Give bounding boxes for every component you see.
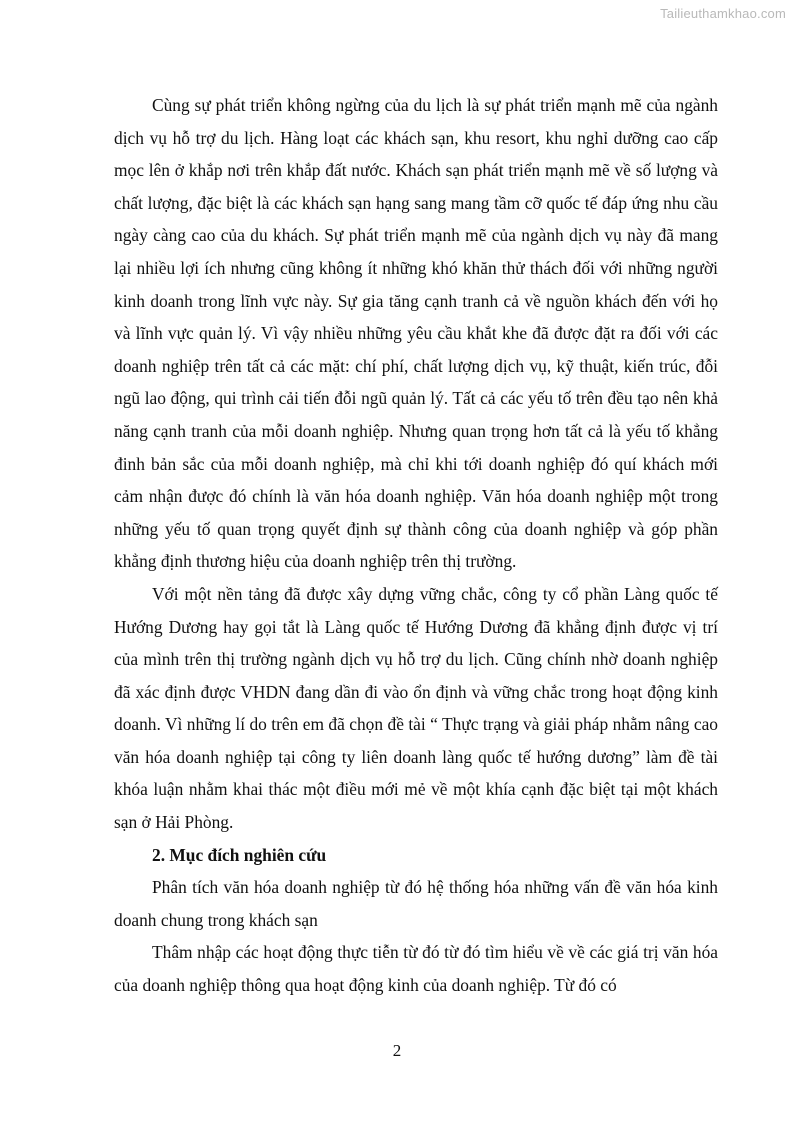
paragraph-introduction: Cùng sự phát triển không ngừng của du lịch là sự phát triển mạnh mẽ của ngành dịch vụ hỗ trợ du lịch. Hàng loạt các khách sạn, khu resort, khu nghỉ dưỡng cao cấp mọc lên ở khắp nơi trên khắp đất nước. Khách sạn phát triển mạnh mẽ về số lượng và chất lượng, đặc biệt là các khách sạn hạng sang mang tầm cỡ quốc tế đáp ứng nhu cầu ngày càng cao của du khách. Sự phát triển mạnh mẽ của ngành dịch vụ này đã mang lại nhiều lợi ích nhưng cũng không ít những khó khăn thử thách đối với những người kinh doanh trong lĩnh vực này. Sự gia tăng cạnh tranh cả về nguồn khách đến với họ và lĩnh vực quản lý. Vì vậy nhiều những yêu cầu khắt khe đã được đặt ra đối với các doanh nghiệp trên tất cả các mặt: chí phí, chất lượng dịch vụ, kỹ thuật, kiến trúc, đỗi ngũ lao động, qui trình cải tiến đỗi ngũ quản lý. Tất cả các yếu tố trên đều tạo nên khả năng cạnh tranh của mỗi doanh nghiệp. Nhưng quan trọng hơn tất cả là yếu tố khẳng đinh bản sắc của mỗi doanh nghiệp, mà chỉ khi tới doanh nghiệp đó quí khách mới cảm nhận được đó chính là văn hóa doanh nghiệp. Văn hóa doanh nghiệp một trong những yếu tố quan trọng quyết định sự thành công của doanh nghiệp và góp phần khẳng định thương hiệu của doanh nghiệp trên thị trường. (114, 95, 718, 572)
page-number: 2 (392, 1041, 402, 1060)
paragraph-purpose-analysis: Phân tích văn hóa doanh nghiệp từ đó hệ thống hóa những vấn đề văn hóa kinh doanh chung trong khách sạn (114, 877, 718, 930)
paragraph-company: Với một nền tảng đã được xây dựng vững chắc, công ty cổ phần Làng quốc tế Hướng Dương hay gọi tắt là Làng quốc tế Hướng Dương đã khẳng định được vị trí của mình trên thị trường ngành dịch vụ hỗ trợ du lịch. Cũng chính nhờ doanh nghiệp đã xác định được VHDN đang dần đi vào ổn định và vững chắc trong hoạt động kinh doanh. Vì những lí do trên em đã chọn đề tài “ Thực trạng và giải pháp nhằm nâng cao văn hóa doanh nghiệp tại công ty liên doanh làng quốc tế hướng dương” làm đề tài khóa luận nhằm khai thác một điều mới mẻ về một khía cạnh đặc biệt tại một khách sạn ở Hải Phòng. (114, 583, 718, 833)
page-body (114, 89, 718, 1002)
paragraph-purpose-practice: Thâm nhập các hoạt động thực tiễn từ đó từ đó tìm hiểu về về các giá trị văn hóa của doanh nghiệp thông qua hoạt động kinh của doanh nghiệp. Từ đó có (114, 942, 718, 996)
section-heading-research-purpose: 2. Mục đích nghiên cứu (152, 844, 327, 865)
watermark-text: Tailieuthamkhao.com (660, 6, 786, 21)
